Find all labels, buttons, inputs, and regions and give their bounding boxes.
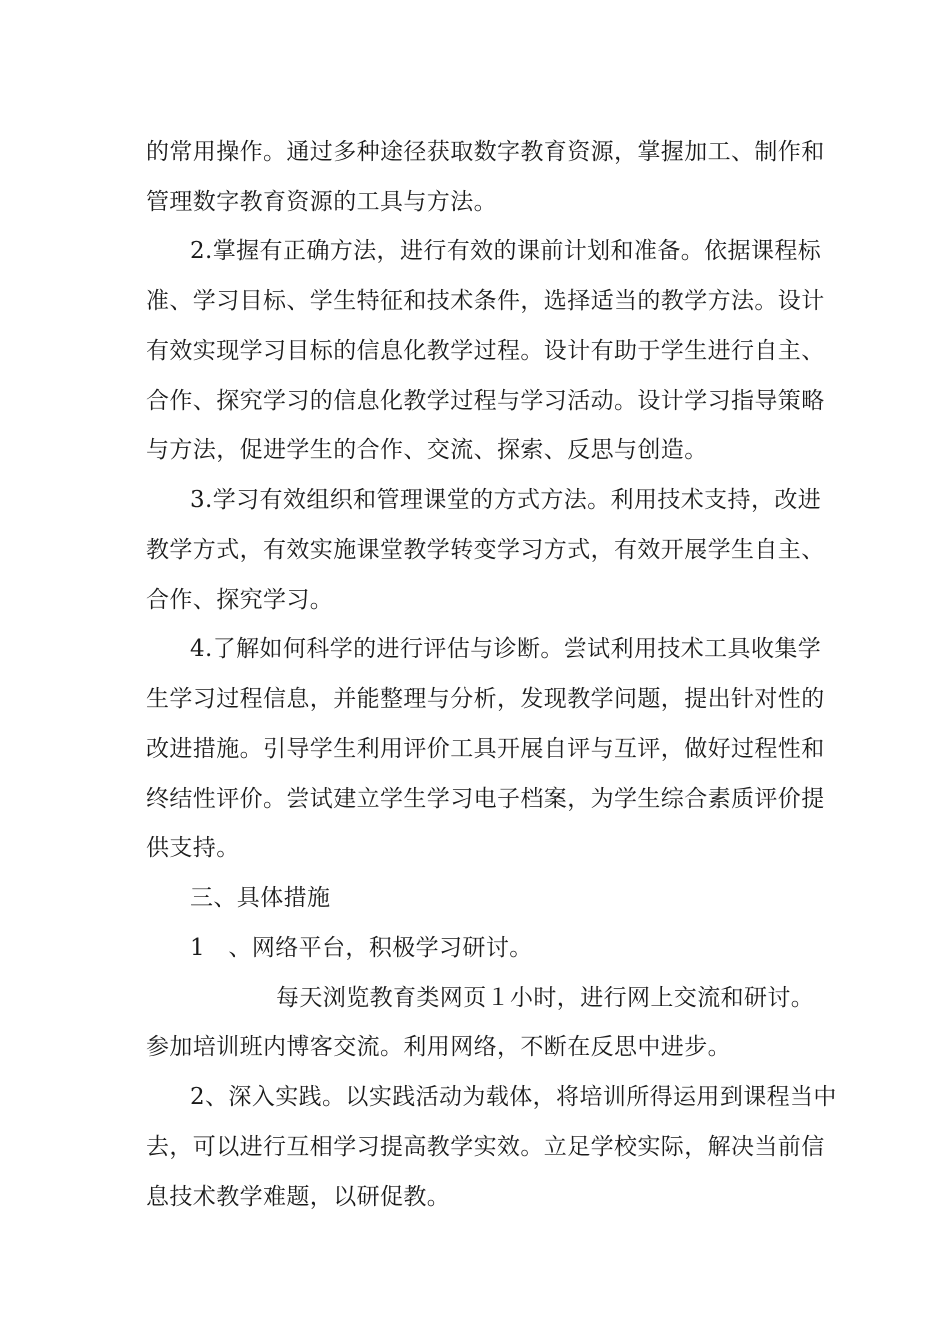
item-2-heading-line: 2.掌握有正确方法，进行有效的课前计划和准备。依据课程标: [190, 238, 822, 264]
text-line-18: 每天浏览教育类网页１小时，进行网上交流和研讨。: [276, 985, 815, 1011]
text-line-12: 生学习过程信息，并能整理与分析，发现教学问题，提出针对性的: [146, 686, 825, 712]
section-heading: 三、具体措施: [190, 885, 331, 911]
text-line-22: 息技术教学难题，以研促教。: [146, 1184, 451, 1210]
text-line-13: 改进措施。引导学生利用评价工具开展自评与互评，做好过程性和: [146, 736, 825, 762]
text-line-2: 管理数字教育资源的工具与方法。: [146, 189, 497, 215]
text-line-1: 的常用操作。通过多种途径获取数字教育资源，掌握加工、制作和: [146, 139, 825, 165]
text-line-21: 去，可以进行互相学习提高教学实效。立足学校实际，解决当前信: [146, 1134, 825, 1160]
text-line-7: 与方法，促进学生的合作、交流、探索、反思与创造。: [146, 437, 708, 463]
text-line-5: 有效实现学习目标的信息化教学过程。设计有助于学生进行自主、: [146, 338, 825, 364]
text-line-15: 供支持。: [146, 835, 240, 861]
measure-1-heading: 1 、网络平台，积极学习研讨。: [190, 935, 533, 961]
text-line-10: 合作、探究学习。: [146, 587, 334, 613]
item-4-heading-line: 4.了解如何科学的进行评估与诊断。尝试利用技术工具收集学: [190, 636, 822, 662]
text-line-19: 参加培训班内博客交流。利用网络，不断在反思中进步。: [146, 1034, 731, 1060]
item-3-heading-line: 3.学习有效组织和管理课堂的方式方法。利用技术支持，改进: [190, 487, 822, 513]
text-line-4: 准、学习目标、学生特征和技术条件，选择适当的教学方法。设计: [146, 288, 825, 314]
measure-2-heading-line: 2、深入实践。以实践活动为载体，将培训所得运用到课程当中: [190, 1084, 837, 1110]
text-line-14: 终结性评价。尝试建立学生学习电子档案，为学生综合素质评价提: [146, 786, 825, 812]
text-line-6: 合作、探究学习的信息化教学过程与学习活动。设计学习指导策略: [146, 388, 825, 414]
text-line-9: 教学方式，有效实施课堂教学转变学习方式，有效开展学生自主、: [146, 537, 825, 563]
